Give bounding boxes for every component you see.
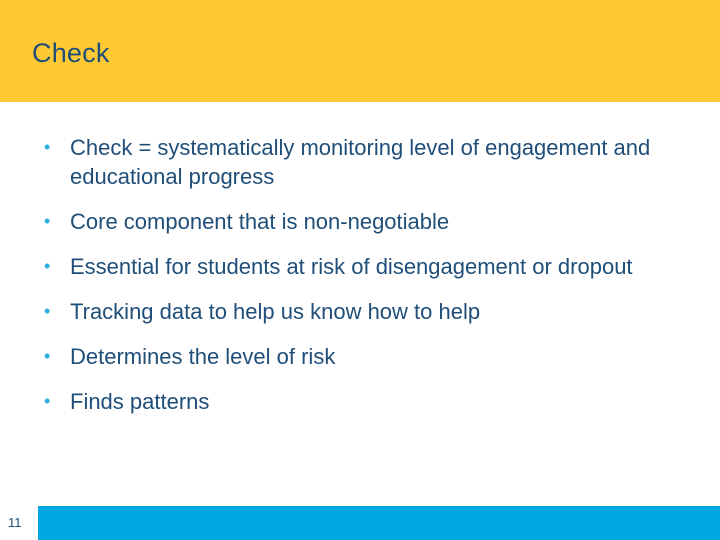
- page-number: 11: [8, 515, 22, 530]
- bullet-item: [44, 133, 684, 191]
- slide-content: [44, 133, 684, 432]
- bullet-text: Essential for students at risk of disengagement or dropout: [70, 254, 633, 279]
- bullet-text: Check = systematically monitoring level of engagement and educational progress: [70, 135, 651, 189]
- bullet-item: [44, 387, 684, 416]
- bullet-text: Tracking data to help us know how to help: [70, 299, 481, 324]
- bullet-text: Core component that is non-negotiable: [70, 209, 450, 234]
- bullet-text: Finds patterns: [70, 389, 210, 414]
- bullet-text: Determines the level of risk: [70, 344, 336, 369]
- bullet-item: [44, 252, 684, 281]
- bullet-dot-icon: •: [44, 137, 51, 157]
- bullet-dot-icon: •: [44, 301, 51, 321]
- bullet-list: [44, 133, 684, 416]
- slide-header: [0, 0, 720, 102]
- bullet-dot-icon: •: [44, 391, 51, 411]
- bullet-dot-icon: •: [44, 256, 51, 276]
- bullet-dot-icon: •: [44, 346, 51, 366]
- bullet-item: [44, 342, 684, 371]
- slide-footer: [0, 506, 720, 540]
- bullet-item: [44, 297, 684, 326]
- bullet-item: [44, 207, 684, 236]
- slide-title: Check: [32, 38, 110, 68]
- page-number-box: [0, 506, 38, 540]
- bullet-dot-icon: •: [44, 211, 51, 231]
